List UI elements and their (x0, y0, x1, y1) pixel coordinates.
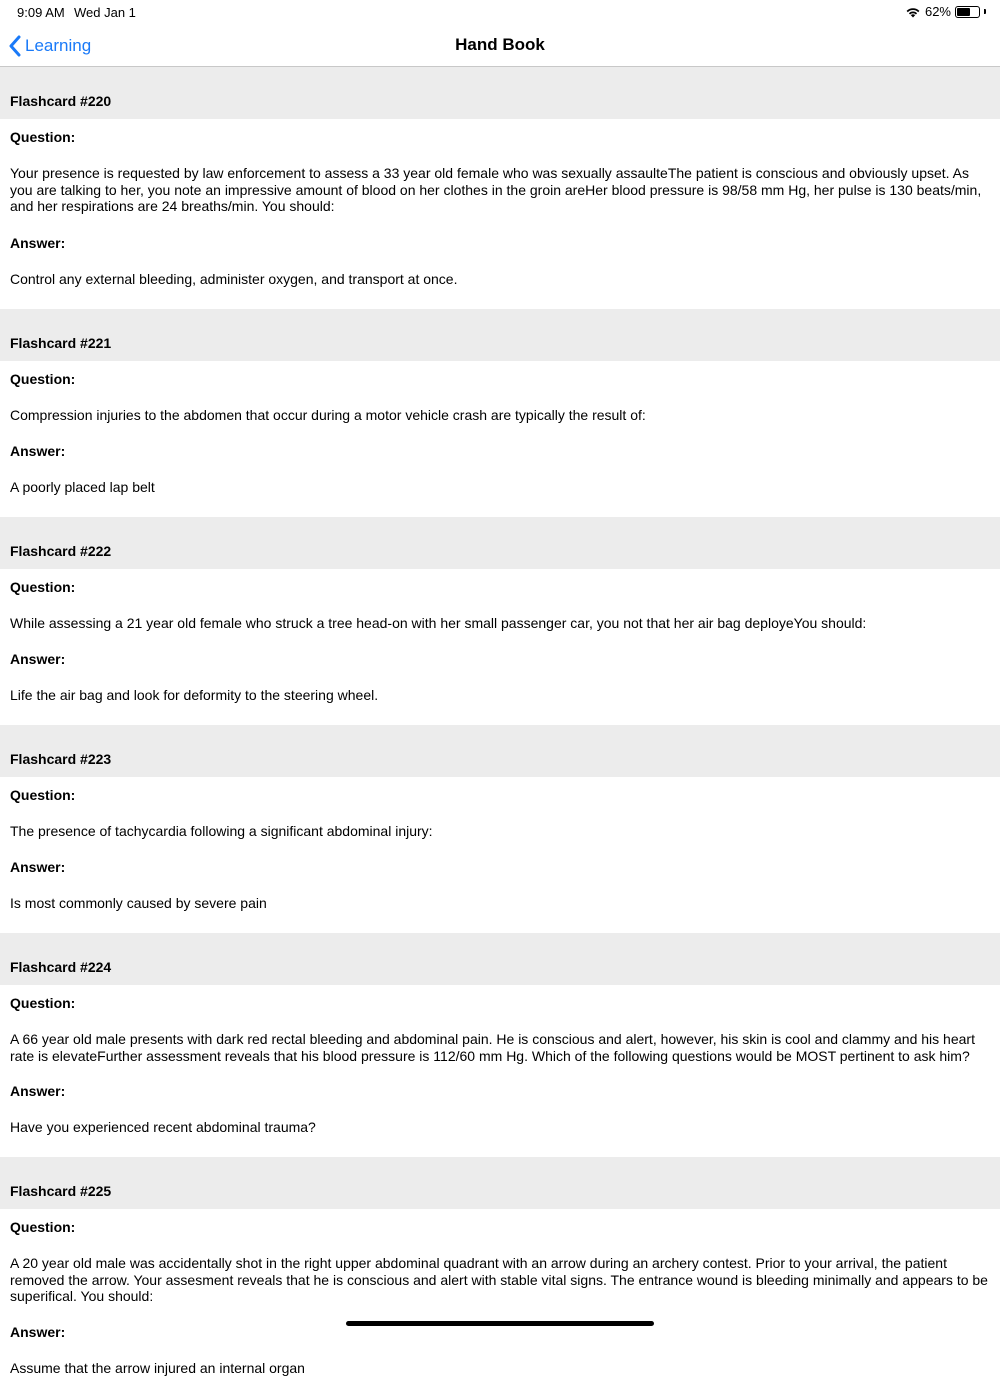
flashcard-224 (0, 933, 1000, 1157)
flashcard-221 (0, 309, 1000, 517)
question-label: Question: (10, 371, 76, 387)
flashcard-225 (0, 1157, 1000, 1398)
question-text: While assessing a 21 year old female who struck a tree head-on with her small passenger car, you not that her air bag deployeYou should: (10, 615, 867, 631)
question-label: Question: (10, 1219, 76, 1235)
question-label: Question: (10, 129, 76, 145)
flashcard-title: Flashcard #225 (0, 1157, 1000, 1209)
flashcard-title: Flashcard #222 (0, 517, 1000, 569)
question-text: Your presence is requested by law enforcement to assess a 33 year old female who was sexually assaulteThe patient is conscious and obviously upset. As you are talking to her, you note an impressive amount of blood on her clothes in the groin areHer blood pressure is 98/58 mm Hg, her pulse is 130 beats/min, and her respirations are 24 breaths/min. You should: (10, 165, 982, 214)
flashcard-title: Flashcard #221 (0, 309, 1000, 361)
status-time: 9:09 AM (17, 5, 65, 20)
question-label: Question: (10, 787, 76, 803)
flashcard-title: Flashcard #220 (0, 67, 1000, 119)
answer-label: Answer: (10, 651, 66, 667)
flashcard-title: Flashcard #223 (0, 725, 1000, 777)
answer-label: Answer: (10, 1083, 66, 1099)
battery-level-fill (957, 8, 970, 16)
wifi-icon (905, 6, 921, 18)
page-title: Hand Book (455, 35, 545, 54)
back-button-label: Learning (25, 36, 92, 55)
answer-text: Control any external bleeding, administer oxygen, and transport at once. (10, 271, 458, 287)
answer-label: Answer: (10, 859, 66, 875)
question-label: Question: (10, 995, 76, 1011)
battery-tip (984, 9, 986, 14)
status-indicators (905, 4, 986, 19)
navigation-bar (0, 24, 1000, 67)
answer-label: Answer: (10, 1324, 66, 1340)
question-text: The presence of tachycardia following a significant abdominal injury: (10, 823, 433, 839)
flashcard-222 (0, 517, 1000, 725)
status-bar (0, 0, 1000, 24)
flashcard-220 (0, 67, 1000, 309)
answer-text: A poorly placed lap belt (10, 479, 155, 495)
answer-text: Assume that the arrow injured an internal organ (10, 1360, 305, 1376)
answer-text: Life the air bag and look for deformity to the steering wheel. (10, 687, 379, 703)
answer-label: Answer: (10, 235, 66, 251)
answer-text: Have you experienced recent abdominal trauma? (10, 1119, 316, 1135)
home-indicator[interactable] (346, 1321, 654, 1326)
question-text: A 20 year old male was accidentally shot in the right upper abdominal quadrant with an arrow during an archery contest. Prior to your arrival, the patient removed the arrow. Your assesment reveals that he is conscious and alert with stable vital signs. The entrance wound is bleeding minimally and appears to be superifical. You should: (10, 1255, 988, 1304)
flashcard-223 (0, 725, 1000, 933)
question-label: Question: (10, 579, 76, 595)
battery-percent: 62% (924, 4, 951, 19)
battery-icon (955, 6, 980, 18)
flashcard-list[interactable] (0, 67, 1000, 1398)
flashcard-title: Flashcard #224 (0, 933, 1000, 985)
question-text: A 66 year old male presents with dark red rectal bleeding and abdominal pain. He is conscious and alert, however, his skin is cool and clammy and his heart rate is elevateFurther assessment reveals that his blood pressure is 112/60 mm Hg. Which of the following questions would be MOST pertinent to ask him? (10, 1031, 975, 1064)
answer-text: Is most commonly caused by severe pain (10, 895, 267, 911)
question-text: Compression injuries to the abdomen that occur during a motor vehicle crash are typically the result of: (10, 407, 646, 423)
status-date: Wed Jan 1 (74, 5, 136, 20)
answer-label: Answer: (10, 443, 66, 459)
